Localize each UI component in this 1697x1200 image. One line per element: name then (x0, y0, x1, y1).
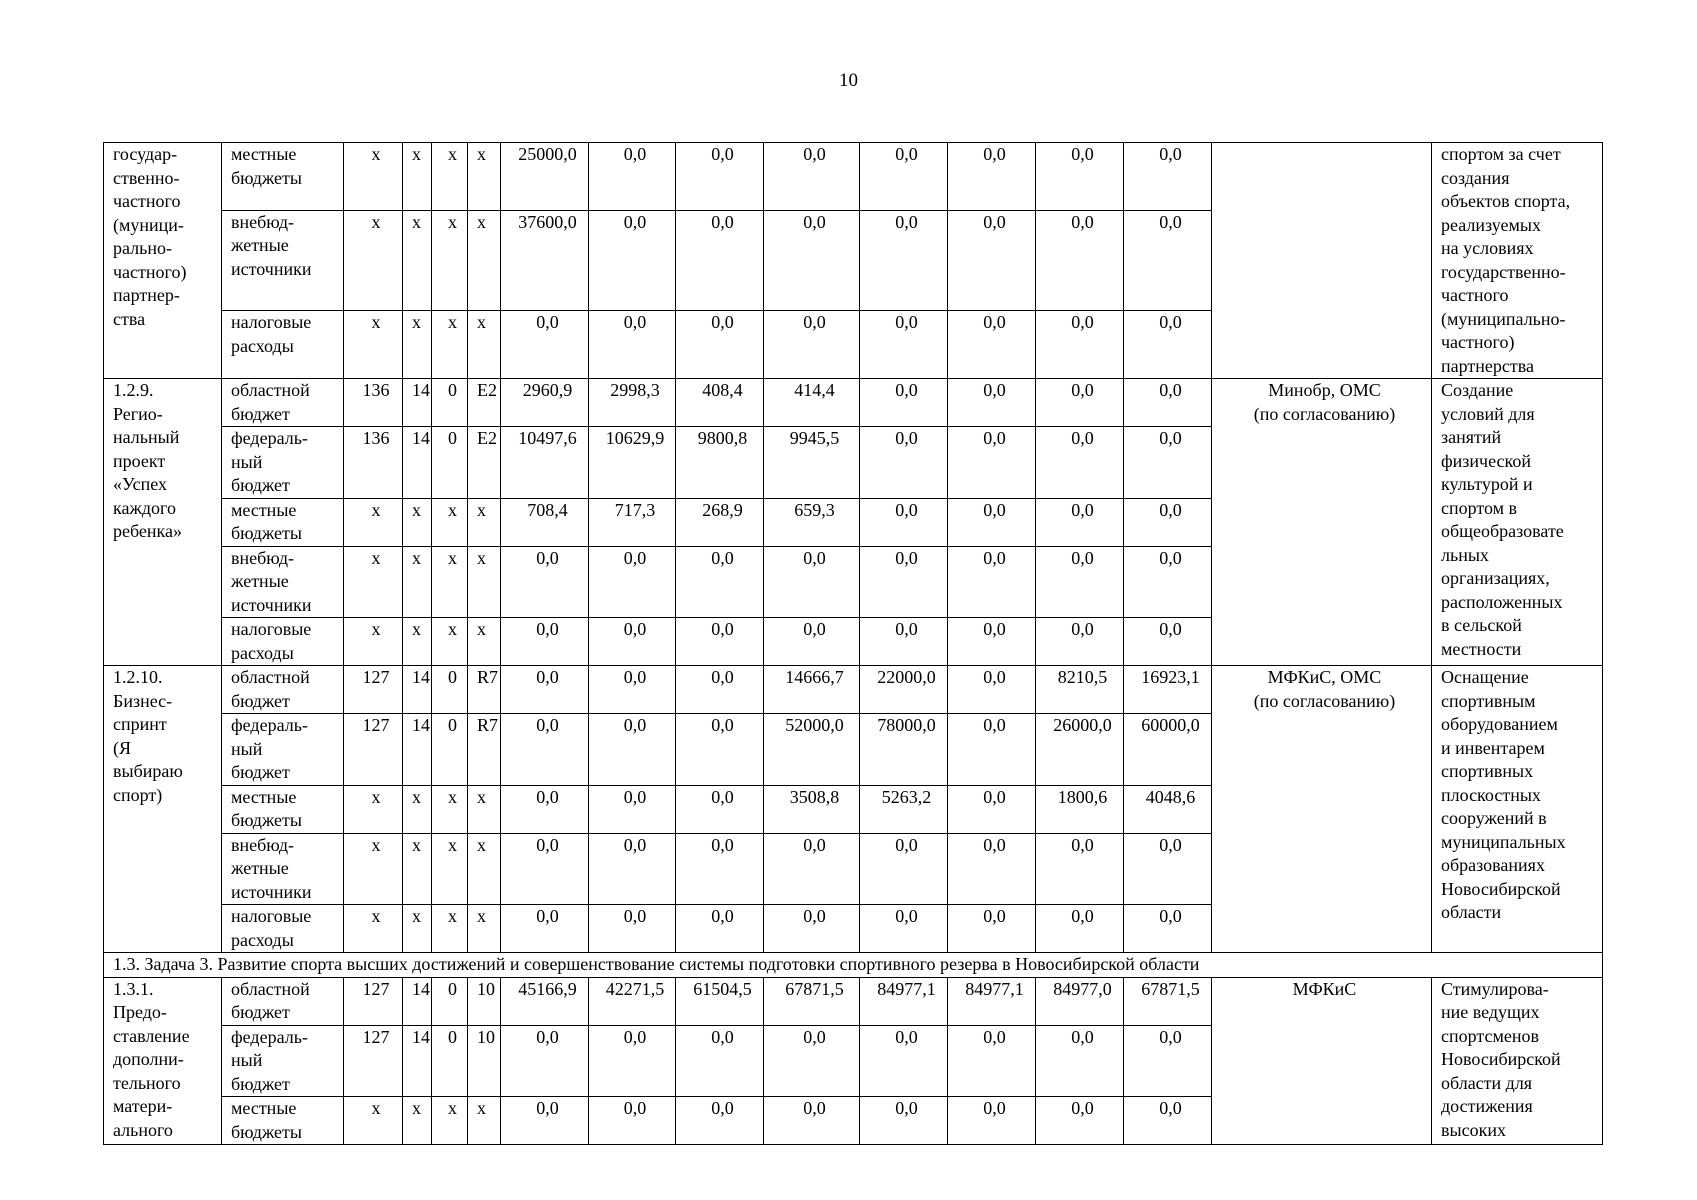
table-row (104, 143, 1603, 211)
funding-source: областной бюджет (222, 379, 344, 427)
code-grbs: x (344, 1097, 403, 1145)
amount-cell: 0,0 (948, 833, 1036, 905)
task-row (104, 953, 1603, 978)
amount-cell: 0,0 (1124, 427, 1212, 499)
amount-cell: 1800,6 (1036, 785, 1124, 833)
code-csr: x (468, 833, 501, 905)
funding-source: местные бюджеты (222, 498, 344, 546)
amount-cell: 0,0 (1036, 618, 1124, 666)
code-rz: x (403, 1097, 432, 1145)
code-csr: x (468, 546, 501, 618)
code-rz: x (403, 905, 432, 953)
amount-cell: 0,0 (501, 905, 589, 953)
code-grbs: x (344, 498, 403, 546)
amount-cell: 0,0 (948, 1097, 1036, 1145)
amount-cell: 0,0 (1124, 546, 1212, 618)
code-pr: x (432, 546, 468, 618)
amount-cell: 0,0 (1124, 498, 1212, 546)
amount-cell: 0,0 (676, 143, 764, 211)
code-csr: x (468, 618, 501, 666)
amount-cell: 5263,2 (860, 785, 948, 833)
code-pr: 0 (432, 977, 468, 1025)
amount-cell: 0,0 (589, 1097, 676, 1145)
funding-source: федераль- ный бюджет (222, 714, 344, 786)
code-grbs: 127 (344, 977, 403, 1025)
amount-cell: 0,0 (501, 714, 589, 786)
amount-cell: 0,0 (589, 905, 676, 953)
amount-cell: 14666,7 (764, 666, 860, 714)
amount-cell: 0,0 (501, 618, 589, 666)
code-rz: 14 (403, 977, 432, 1025)
amount-cell: 0,0 (860, 1025, 948, 1097)
amount-cell: 0,0 (948, 905, 1036, 953)
funding-source: внебюд- жетные источники (222, 833, 344, 905)
measure-name: 1.3.1. Предо- ставление дополни- тельного матери- ального (104, 977, 222, 1145)
amount-cell: 9800,8 (676, 427, 764, 499)
code-grbs: x (344, 785, 403, 833)
amount-cell: 408,4 (676, 379, 764, 427)
code-rz: x (403, 210, 432, 311)
amount-cell: 414,4 (764, 379, 860, 427)
code-csr: x (468, 1097, 501, 1145)
amount-cell: 0,0 (860, 379, 948, 427)
amount-cell: 0,0 (1124, 618, 1212, 666)
amount-cell: 0,0 (501, 1025, 589, 1097)
amount-cell: 2960,9 (501, 379, 589, 427)
code-grbs: x (344, 143, 403, 211)
code-csr: R7 (468, 666, 501, 714)
code-pr: 0 (432, 666, 468, 714)
funding-source: областной бюджет (222, 977, 344, 1025)
code-grbs: x (344, 905, 403, 953)
code-rz: 14 (403, 714, 432, 786)
amount-cell: 0,0 (676, 210, 764, 311)
amount-cell: 26000,0 (1036, 714, 1124, 786)
amount-cell: 10629,9 (589, 427, 676, 499)
measure-name: 1.2.9. Регио- нальный проект «Успех каждого ребенка» (104, 379, 222, 666)
code-csr: x (468, 143, 501, 211)
code-grbs: 127 (344, 666, 403, 714)
measure-name: 1.2.10. Бизнес- спринт (Я выбираю спорт) (104, 666, 222, 953)
code-grbs: x (344, 833, 403, 905)
funding-source: налоговые расходы (222, 905, 344, 953)
amount-cell: 0,0 (589, 546, 676, 618)
expected-result: Стимулирова- ние ведущих спортсменов Новосибирской области для достижения высоких (1432, 977, 1603, 1145)
code-grbs: x (344, 311, 403, 379)
amount-cell: 0,0 (589, 618, 676, 666)
code-csr: R7 (468, 714, 501, 786)
amount-cell: 0,0 (860, 143, 948, 211)
code-rz: x (403, 785, 432, 833)
amount-cell: 0,0 (1036, 379, 1124, 427)
amount-cell: 0,0 (676, 546, 764, 618)
code-rz: x (403, 546, 432, 618)
code-rz: x (403, 498, 432, 546)
amount-cell: 0,0 (1124, 1097, 1212, 1145)
code-csr: E2 (468, 379, 501, 427)
code-grbs: 127 (344, 1025, 403, 1097)
code-rz: 14 (403, 427, 432, 499)
amount-cell: 0,0 (501, 785, 589, 833)
amount-cell: 10497,6 (501, 427, 589, 499)
amount-cell: 0,0 (676, 905, 764, 953)
amount-cell: 0,0 (948, 210, 1036, 311)
funding-source: федераль- ный бюджет (222, 427, 344, 499)
amount-cell: 0,0 (589, 833, 676, 905)
amount-cell: 0,0 (764, 546, 860, 618)
amount-cell: 67871,5 (1124, 977, 1212, 1025)
amount-cell: 0,0 (1036, 1025, 1124, 1097)
amount-cell: 0,0 (589, 210, 676, 311)
code-grbs: 136 (344, 427, 403, 499)
amount-cell: 0,0 (676, 1025, 764, 1097)
code-pr: 0 (432, 714, 468, 786)
amount-cell: 0,0 (1036, 1097, 1124, 1145)
amount-cell: 0,0 (501, 833, 589, 905)
amount-cell: 0,0 (948, 666, 1036, 714)
amount-cell: 0,0 (1036, 833, 1124, 905)
amount-cell: 0,0 (676, 833, 764, 905)
amount-cell: 268,9 (676, 498, 764, 546)
code-pr: x (432, 905, 468, 953)
code-grbs: x (344, 618, 403, 666)
amount-cell: 0,0 (860, 905, 948, 953)
responsible-executor: МФКиС (1212, 977, 1432, 1145)
code-rz: x (403, 833, 432, 905)
amount-cell: 717,3 (589, 498, 676, 546)
code-csr: x (468, 905, 501, 953)
code-pr: x (432, 833, 468, 905)
amount-cell: 0,0 (948, 498, 1036, 546)
amount-cell: 0,0 (1124, 143, 1212, 211)
code-csr: x (468, 498, 501, 546)
amount-cell: 16923,1 (1124, 666, 1212, 714)
amount-cell: 0,0 (860, 833, 948, 905)
amount-cell: 0,0 (860, 210, 948, 311)
measure-name: государ- ственно- частного (муници- pально- частного) партнер- ства (104, 143, 222, 379)
amount-cell: 0,0 (1036, 143, 1124, 211)
code-rz: 14 (403, 1025, 432, 1097)
code-csr: 10 (468, 1025, 501, 1097)
code-rz: x (403, 143, 432, 211)
budget-table (103, 142, 1603, 1145)
code-pr: 0 (432, 427, 468, 499)
amount-cell: 45166,9 (501, 977, 589, 1025)
amount-cell: 4048,6 (1124, 785, 1212, 833)
amount-cell: 60000,0 (1124, 714, 1212, 786)
code-pr: x (432, 785, 468, 833)
amount-cell: 52000,0 (764, 714, 860, 786)
amount-cell: 0,0 (948, 714, 1036, 786)
code-grbs: 136 (344, 379, 403, 427)
amount-cell: 0,0 (501, 1097, 589, 1145)
amount-cell: 84977,1 (948, 977, 1036, 1025)
amount-cell: 0,0 (589, 1025, 676, 1097)
code-pr: x (432, 210, 468, 311)
funding-source: федераль- ный бюджет (222, 1025, 344, 1097)
amount-cell: 0,0 (676, 618, 764, 666)
amount-cell: 0,0 (764, 905, 860, 953)
amount-cell: 0,0 (764, 1025, 860, 1097)
amount-cell: 25000,0 (501, 143, 589, 211)
expected-result: спортом за счет создания объектов спорта, реализуемых на условиях государственно- частного (муниципально- частного) партнерства (1432, 143, 1603, 379)
funding-source: областной бюджет (222, 666, 344, 714)
funding-source: местные бюджеты (222, 785, 344, 833)
code-grbs: 127 (344, 714, 403, 786)
code-pr: x (432, 143, 468, 211)
amount-cell: 0,0 (764, 210, 860, 311)
code-csr: E2 (468, 427, 501, 499)
table-row (104, 977, 1603, 1025)
amount-cell: 2998,3 (589, 379, 676, 427)
amount-cell: 0,0 (501, 546, 589, 618)
code-pr: x (432, 618, 468, 666)
amount-cell: 0,0 (676, 311, 764, 379)
amount-cell: 8210,5 (1036, 666, 1124, 714)
code-grbs: x (344, 546, 403, 618)
code-pr: 0 (432, 1025, 468, 1097)
funding-source: местные бюджеты (222, 1097, 344, 1145)
code-csr: x (468, 311, 501, 379)
amount-cell: 0,0 (1124, 311, 1212, 379)
amount-cell: 84977,1 (860, 977, 948, 1025)
amount-cell: 0,0 (948, 143, 1036, 211)
amount-cell: 0,0 (501, 311, 589, 379)
table-row (104, 666, 1603, 714)
amount-cell: 0,0 (1124, 1025, 1212, 1097)
amount-cell: 0,0 (589, 666, 676, 714)
amount-cell: 708,4 (501, 498, 589, 546)
amount-cell: 78000,0 (860, 714, 948, 786)
amount-cell: 0,0 (948, 311, 1036, 379)
amount-cell: 0,0 (589, 714, 676, 786)
amount-cell: 0,0 (1124, 905, 1212, 953)
amount-cell: 0,0 (1036, 905, 1124, 953)
amount-cell: 0,0 (676, 714, 764, 786)
funding-source: налоговые расходы (222, 311, 344, 379)
code-pr: x (432, 311, 468, 379)
amount-cell: 22000,0 (860, 666, 948, 714)
amount-cell: 0,0 (589, 785, 676, 833)
code-pr: x (432, 1097, 468, 1145)
amount-cell: 0,0 (860, 498, 948, 546)
amount-cell: 0,0 (676, 1097, 764, 1145)
amount-cell: 84977,0 (1036, 977, 1124, 1025)
amount-cell: 0,0 (948, 379, 1036, 427)
funding-source: внебюд- жетные источники (222, 546, 344, 618)
amount-cell: 0,0 (948, 1025, 1036, 1097)
code-pr: 0 (432, 379, 468, 427)
amount-cell: 659,3 (764, 498, 860, 546)
funding-source: местные бюджеты (222, 143, 344, 211)
code-csr: 10 (468, 977, 501, 1025)
amount-cell: 0,0 (860, 1097, 948, 1145)
amount-cell: 0,0 (1036, 311, 1124, 379)
amount-cell: 0,0 (860, 311, 948, 379)
amount-cell: 0,0 (948, 427, 1036, 499)
code-pr: x (432, 498, 468, 546)
amount-cell: 0,0 (1036, 210, 1124, 311)
expected-result: Оснащение спортивным оборудованием и инвентарем спортивных плоскостных сооружений в муниципальных образованиях Новосибирской области (1432, 666, 1603, 953)
amount-cell: 0,0 (1124, 379, 1212, 427)
code-grbs: x (344, 210, 403, 311)
code-rz: x (403, 618, 432, 666)
amount-cell: 0,0 (860, 546, 948, 618)
amount-cell: 42271,5 (589, 977, 676, 1025)
amount-cell: 0,0 (948, 618, 1036, 666)
expected-result: Создание условий для занятий физической культурой и спортом в общеобразовате льных организациях, расположенных в сельской местности (1432, 379, 1603, 666)
amount-cell: 9945,5 (764, 427, 860, 499)
code-csr: x (468, 785, 501, 833)
code-csr: x (468, 210, 501, 311)
amount-cell: 0,0 (589, 143, 676, 211)
code-rz: 14 (403, 666, 432, 714)
responsible-executor (1212, 143, 1432, 379)
amount-cell: 0,0 (948, 785, 1036, 833)
amount-cell: 0,0 (948, 546, 1036, 618)
amount-cell: 0,0 (589, 311, 676, 379)
task-heading: 1.3. Задача 3. Развитие спорта высших достижений и совершенствование системы подготовки спортивного резерва в Новосибирской области (104, 953, 1603, 978)
responsible-executor: Минобр, ОМС (по согласованию) (1212, 379, 1432, 666)
code-rz: 14 (403, 379, 432, 427)
code-rz: x (403, 311, 432, 379)
amount-cell: 0,0 (1124, 210, 1212, 311)
amount-cell: 0,0 (764, 618, 860, 666)
amount-cell: 0,0 (1036, 427, 1124, 499)
funding-source: налоговые расходы (222, 618, 344, 666)
amount-cell: 0,0 (501, 666, 589, 714)
amount-cell: 0,0 (764, 833, 860, 905)
amount-cell: 0,0 (1124, 833, 1212, 905)
amount-cell: 0,0 (1036, 546, 1124, 618)
amount-cell: 0,0 (764, 1097, 860, 1145)
amount-cell: 0,0 (676, 666, 764, 714)
funding-source: внебюд- жетные источники (222, 210, 344, 311)
amount-cell: 3508,8 (764, 785, 860, 833)
amount-cell: 67871,5 (764, 977, 860, 1025)
amount-cell: 0,0 (1036, 498, 1124, 546)
amount-cell: 0,0 (764, 143, 860, 211)
table-row (104, 379, 1603, 427)
amount-cell: 37600,0 (501, 210, 589, 311)
amount-cell: 0,0 (676, 785, 764, 833)
amount-cell: 0,0 (860, 618, 948, 666)
page-number: 10 (839, 70, 858, 91)
amount-cell: 0,0 (764, 311, 860, 379)
amount-cell: 0,0 (860, 427, 948, 499)
amount-cell: 61504,5 (676, 977, 764, 1025)
responsible-executor: МФКиС, ОМС (по согласованию) (1212, 666, 1432, 953)
